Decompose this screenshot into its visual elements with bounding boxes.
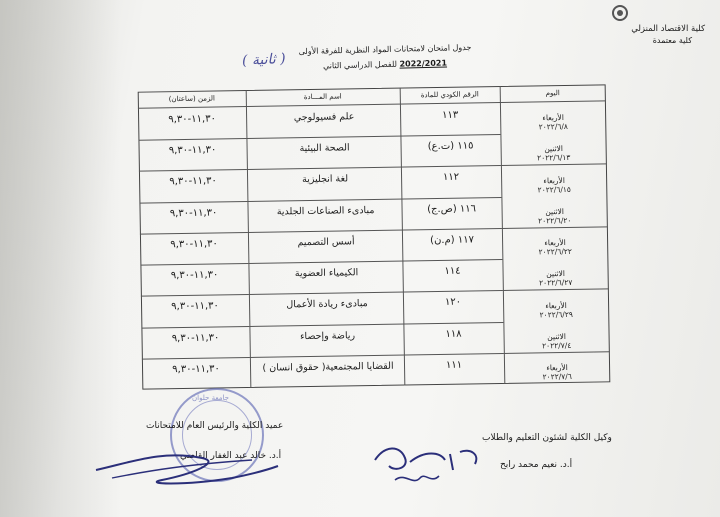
- header-day: اليوم: [545, 89, 560, 98]
- vice-dean-name: أ.د. نعيم محمد رابح: [500, 460, 573, 470]
- dean-title: عميد الكلية والرئيس العام للامتحانات: [146, 421, 284, 431]
- stamp-text: جامعة حلوان: [192, 394, 229, 402]
- exam-day: الاثنين: [545, 206, 565, 217]
- exam-time: ١١,٣٠-٩,٣٠: [169, 207, 218, 219]
- subject-name: مبادىء ريادة الأعمال: [286, 298, 368, 311]
- dean-signature: [92, 440, 282, 495]
- header-code: الرقم الكودي للمادة: [420, 90, 479, 100]
- subject-code: ١١٢: [442, 172, 460, 184]
- dean-name: أ.د. خالد عبد الغفار القاضي: [180, 451, 282, 461]
- subject-code: ١٢٠: [444, 296, 462, 309]
- exam-day: الأربعاء: [542, 113, 564, 123]
- exam-time: ١١,٣٠-٩,٣٠: [168, 113, 216, 126]
- exam-date: ٢٠٢٢/٧/٤: [542, 340, 572, 351]
- academic-year: 2022/2021: [399, 58, 448, 69]
- exam-day: الاثنين: [546, 269, 566, 279]
- college-logo-icon: [612, 5, 628, 21]
- college-subtitle: كلية معتمدة: [652, 36, 692, 45]
- exam-date: ٢٠٢٢/٦/٢٩: [539, 309, 573, 319]
- subject-name: الكيمياء العضوية: [294, 267, 359, 280]
- subject-code: ١١٤: [444, 265, 461, 278]
- exam-day: الأربعاء: [546, 362, 568, 373]
- subject-name: علم فسيولوجي: [293, 111, 355, 124]
- college-name: كلية الاقتصاد المنزلي: [631, 24, 705, 34]
- subject-name: مبادىء الصناعات الجلدية: [276, 204, 375, 218]
- exam-time: ١١,٣٠-٩,٣٠: [171, 331, 220, 344]
- exam-day: الأربعاء: [545, 300, 567, 310]
- header-time: الزمن (ساعتان): [168, 94, 215, 104]
- exam-day: الأربعاء: [544, 238, 566, 248]
- exam-date: ٢٠٢٢/٦/٨: [538, 122, 568, 132]
- exam-time: ١١,٣٠-٩,٣٠: [171, 300, 219, 313]
- semester-label: للفصل الدراسي الثاني: [322, 59, 398, 71]
- exam-schedule-table: [138, 84, 611, 389]
- handwritten-note: ( ثانية ): [241, 50, 287, 70]
- subject-code: ١١٣: [441, 109, 459, 121]
- exam-date: ٢٠٢٢/٦/٢٢: [538, 247, 572, 257]
- header-subject: اسم المـــادة: [303, 92, 342, 102]
- exam-day: الاثنين: [547, 331, 566, 342]
- exam-day: الأربعاء: [543, 175, 565, 185]
- subject-name: أسس التصميم: [297, 236, 355, 249]
- exam-time: ١١,٣٠-٩,٣٠: [172, 363, 220, 375]
- subject-code: ١١١: [445, 359, 463, 371]
- exam-date: ٢٠٢٢/٦/١٥: [537, 184, 571, 195]
- exam-time: ١١,٣٠-٩,٣٠: [170, 269, 219, 282]
- vice-dean-signature: [365, 440, 495, 495]
- exam-date: ٢٠٢٢/٧/٦: [542, 371, 572, 382]
- subject-code: ١١٦ (ص.ج): [427, 203, 477, 215]
- exam-date: ٢٠٢٢/٦/٢٧: [539, 278, 573, 288]
- exam-day: الاثنين: [544, 144, 564, 154]
- exam-date: ٢٠٢٢/٦/١٣: [537, 153, 571, 163]
- subject-name: الصحة البيئية: [299, 142, 350, 155]
- subject-code: ١١٨: [445, 328, 462, 340]
- subject-code: ١١٥ (ت.ع): [427, 140, 474, 153]
- subject-code: ١١٧ (م.ن): [430, 234, 475, 246]
- subject-name: رياضة وإحصاء: [299, 329, 356, 342]
- subject-name: لغة انجليزية: [302, 173, 349, 186]
- vice-dean-title: وكيل الكلية لشئون التعليم والطلاب: [482, 433, 612, 443]
- exam-time: ١١,٣٠-٩,٣٠: [170, 238, 218, 251]
- document-title: جدول امتحان لامتحانات المواد النظرية للفرقة الأولى: [298, 42, 472, 57]
- exam-date: ٢٠٢٢/٦/٢٠: [538, 215, 572, 226]
- exam-time: ١١,٣٠-٩,٣٠: [169, 175, 217, 188]
- exam-time: ١١,٣٠-٩,٣٠: [168, 144, 217, 157]
- subject-name: القضايا المجتمعية( حقوق انسان ): [262, 360, 394, 374]
